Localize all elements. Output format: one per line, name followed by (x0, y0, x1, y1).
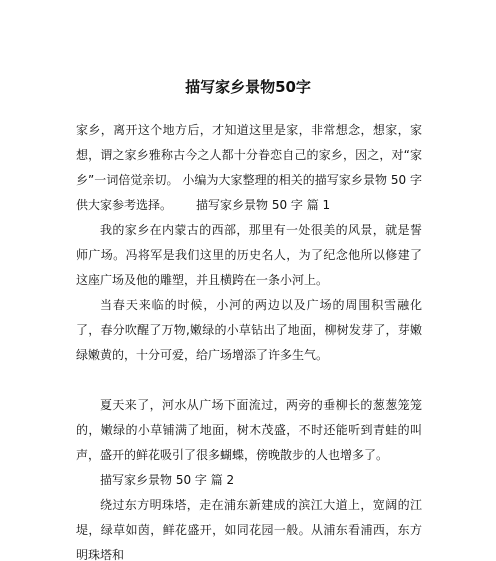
intro-paragraph (76, 118, 422, 218)
section-heading-2: 描写家乡景物 50 字 篇 2 (100, 473, 235, 487)
paragraph-3: 夏天来了，河水从广场下面流过，两旁的垂柳长的葱葱笼笼的，嫩绿的小草铺满了地面，树木茂盛，不时还能听到青蛙的叫声，盛开的鲜花吸引了很多蝴蝶，傍晚散步的人也增多了。 (76, 398, 422, 462)
paragraph-2: 当春天来临的时候，小河的两边以及广场的周围积雪融化了，春分吹醒了万物,嫩绿的小草钻出了地面，柳树发芽了，芽嫩绿嫩黄的，十分可爱，给广场增添了许多生气。 (76, 298, 422, 362)
document-title: 描写家乡景物50字 (185, 78, 311, 96)
section-heading-1: 描写家乡景物 50 字 篇 1 (196, 198, 331, 212)
document-body (76, 118, 422, 561)
paragraph-1: 我的家乡在内蒙古的西部，那里有一处很美的风景，就是誓师广场。冯将军是我们这里的历史名人，为了纪念他所以修建了这座广场及他的雕塑，并且横跨在一条小河上。 (76, 223, 422, 287)
paragraph-4: 绕过东方明珠塔，走在浦东新建成的滨江大道上，宽阔的江堤，绿草如茵，鲜花盛开，如同花园一般。从浦东看浦西，东方明珠塔和 (76, 498, 422, 561)
intro-text: 家乡，离开这个地方后，才知道这里是家，非常想念，想家，家想，谓之家乡雅称古今之人都十分眷恋自己的家乡，因之，对“家乡”一词倍觉亲切。 小编为大家整理的相关的描写家乡景物 50 字供大家参考选择。 (76, 123, 422, 212)
